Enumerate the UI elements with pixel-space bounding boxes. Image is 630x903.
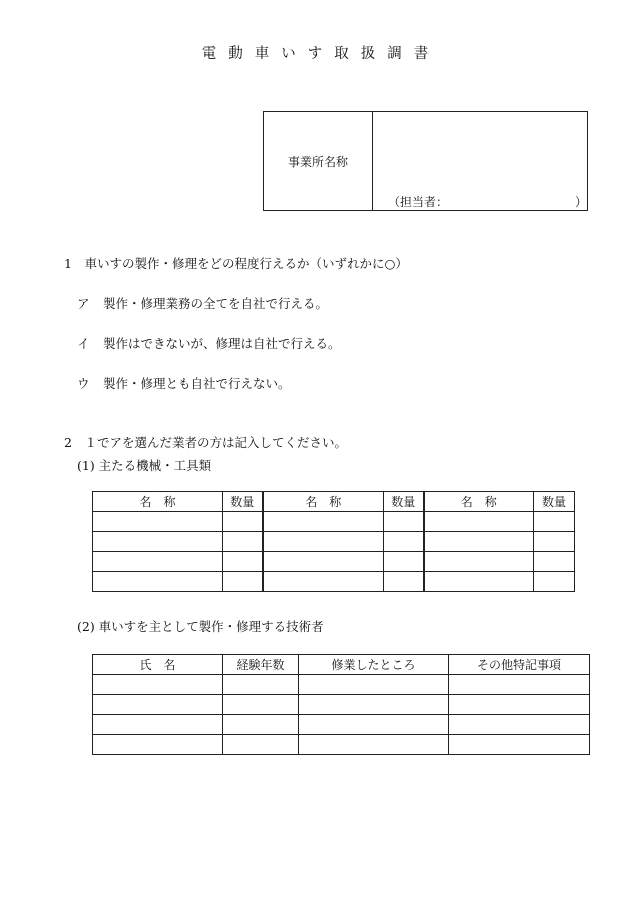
table-cell <box>263 552 384 572</box>
table-cell <box>534 512 575 532</box>
document-title: 電動車いす取扱調書 <box>201 46 441 62</box>
table-cell <box>223 532 263 552</box>
tool-name-input[interactable] <box>93 552 222 571</box>
tech-training-input[interactable] <box>299 715 448 734</box>
tool-name-input[interactable] <box>264 572 384 591</box>
table-cell <box>263 532 384 552</box>
tool-qty-input[interactable] <box>384 532 423 551</box>
section2-sub1-heading: (1) 主たる機械・工具類 <box>77 458 212 473</box>
table-cell <box>384 572 424 592</box>
table-row <box>93 552 575 572</box>
tool-qty-input[interactable] <box>384 572 423 591</box>
tech-training-input[interactable] <box>299 675 448 694</box>
tech-training-input[interactable] <box>299 695 448 714</box>
tech-years-input[interactable] <box>223 735 298 754</box>
technicians-table-header <box>93 655 590 675</box>
tools-table-header <box>93 492 575 512</box>
tool-qty-input[interactable] <box>534 532 574 551</box>
table-cell <box>223 715 299 735</box>
tech-notes-input[interactable] <box>449 675 589 694</box>
tech-years-input[interactable] <box>223 675 298 694</box>
tool-name-input[interactable] <box>93 532 222 551</box>
table-cell <box>223 552 263 572</box>
table-cell <box>449 715 590 735</box>
tool-name-input[interactable] <box>425 552 534 571</box>
tools-col-qty-1: 数量 <box>223 492 263 512</box>
table-cell <box>223 695 299 715</box>
tool-name-input[interactable] <box>425 532 534 551</box>
tech-col-notes: その他特記事項 <box>449 655 590 675</box>
table-cell <box>424 552 534 572</box>
tech-notes-input[interactable] <box>449 715 589 734</box>
table-cell <box>93 735 223 755</box>
table-cell <box>263 572 384 592</box>
tool-name-input[interactable] <box>264 552 384 571</box>
table-cell <box>449 675 590 695</box>
tools-col-name-3: 名 称 <box>424 492 534 512</box>
contact-person-close: ） <box>575 195 588 209</box>
section1-heading: 1 車いすの製作・修理をどの程度行えるか（いずれかに○） <box>64 256 408 271</box>
tech-col-name: 氏 名 <box>93 655 223 675</box>
tools-col-name-2: 名 称 <box>263 492 384 512</box>
tech-training-input[interactable] <box>299 735 448 754</box>
table-cell <box>534 572 575 592</box>
tool-qty-input[interactable] <box>384 552 423 571</box>
option-a-letter: ア <box>77 296 90 311</box>
table-cell <box>384 532 424 552</box>
tech-name-input[interactable] <box>93 715 222 734</box>
table-cell <box>449 735 590 755</box>
table-cell <box>263 512 384 532</box>
tech-years-input[interactable] <box>223 715 298 734</box>
option-c-letter: ウ <box>77 376 90 391</box>
table-row <box>93 695 590 715</box>
option-a-text: 製作・修理業務の全てを自社で行える。 <box>103 296 329 311</box>
tech-notes-input[interactable] <box>449 735 589 754</box>
table-cell <box>384 552 424 572</box>
technicians-table <box>92 654 590 755</box>
tools-table <box>92 491 575 592</box>
table-cell <box>384 512 424 532</box>
tool-qty-input[interactable] <box>534 572 574 591</box>
tech-col-training: 修業したところ <box>299 655 449 675</box>
tools-col-qty-2: 数量 <box>384 492 424 512</box>
table-cell <box>93 532 223 552</box>
tool-qty-input[interactable] <box>223 532 262 551</box>
table-cell <box>424 572 534 592</box>
table-cell <box>534 532 575 552</box>
table-row <box>93 512 575 532</box>
tech-notes-input[interactable] <box>449 695 589 714</box>
table-cell <box>223 512 263 532</box>
tool-name-input[interactable] <box>93 572 222 591</box>
tool-qty-input[interactable] <box>384 512 423 531</box>
table-row <box>93 715 590 735</box>
tool-qty-input[interactable] <box>223 552 262 571</box>
tool-qty-input[interactable] <box>534 512 574 531</box>
table-cell <box>93 675 223 695</box>
option-b-text: 製作はできないが、修理は自社で行える。 <box>103 336 341 351</box>
table-cell <box>299 695 449 715</box>
table-cell <box>299 675 449 695</box>
table-cell <box>93 512 223 532</box>
table-cell <box>449 695 590 715</box>
table-cell <box>299 715 449 735</box>
table-cell <box>534 552 575 572</box>
table-row <box>93 735 590 755</box>
tool-name-input[interactable] <box>93 512 222 531</box>
office-name-box <box>263 111 588 211</box>
table-row <box>93 572 575 592</box>
tools-col-name-1: 名 称 <box>93 492 223 512</box>
tool-name-input[interactable] <box>264 512 384 531</box>
table-cell <box>299 735 449 755</box>
table-cell <box>223 572 263 592</box>
table-cell <box>223 675 299 695</box>
tools-col-qty-3: 数量 <box>534 492 575 512</box>
tech-name-input[interactable] <box>93 695 222 714</box>
tool-qty-input[interactable] <box>223 512 262 531</box>
option-b-letter: イ <box>77 336 90 351</box>
tool-qty-input[interactable] <box>223 572 262 591</box>
tool-name-input[interactable] <box>425 512 534 531</box>
table-cell <box>424 512 534 532</box>
tool-name-input[interactable] <box>264 532 384 551</box>
tool-qty-input[interactable] <box>534 552 574 571</box>
table-cell <box>223 735 299 755</box>
contact-person-field[interactable] <box>442 192 576 210</box>
table-cell <box>93 695 223 715</box>
table-row <box>93 675 590 695</box>
tech-name-input[interactable] <box>93 675 222 694</box>
option-c-text: 製作・修理とも自社で行えない。 <box>103 376 291 391</box>
contact-person-label: （担当者： <box>388 195 449 209</box>
table-cell <box>424 532 534 552</box>
table-row <box>93 532 575 552</box>
tech-name-input[interactable] <box>93 735 222 754</box>
tech-years-input[interactable] <box>223 695 298 714</box>
table-cell <box>93 552 223 572</box>
section2-sub2-heading: (2) 車いすを主として製作・修理する技術者 <box>77 619 324 634</box>
table-cell <box>93 572 223 592</box>
tool-name-input[interactable] <box>425 572 534 591</box>
tech-col-years: 経験年数 <box>223 655 299 675</box>
section2-heading: 2 １でアを選んだ業者の方は記入してください。 <box>64 435 347 450</box>
option-b[interactable] <box>77 334 341 352</box>
table-cell <box>93 715 223 735</box>
office-name-label: 事業所名称 <box>264 112 373 210</box>
office-name-field[interactable] <box>375 112 586 192</box>
option-c[interactable] <box>77 374 291 392</box>
option-a[interactable] <box>77 294 328 312</box>
